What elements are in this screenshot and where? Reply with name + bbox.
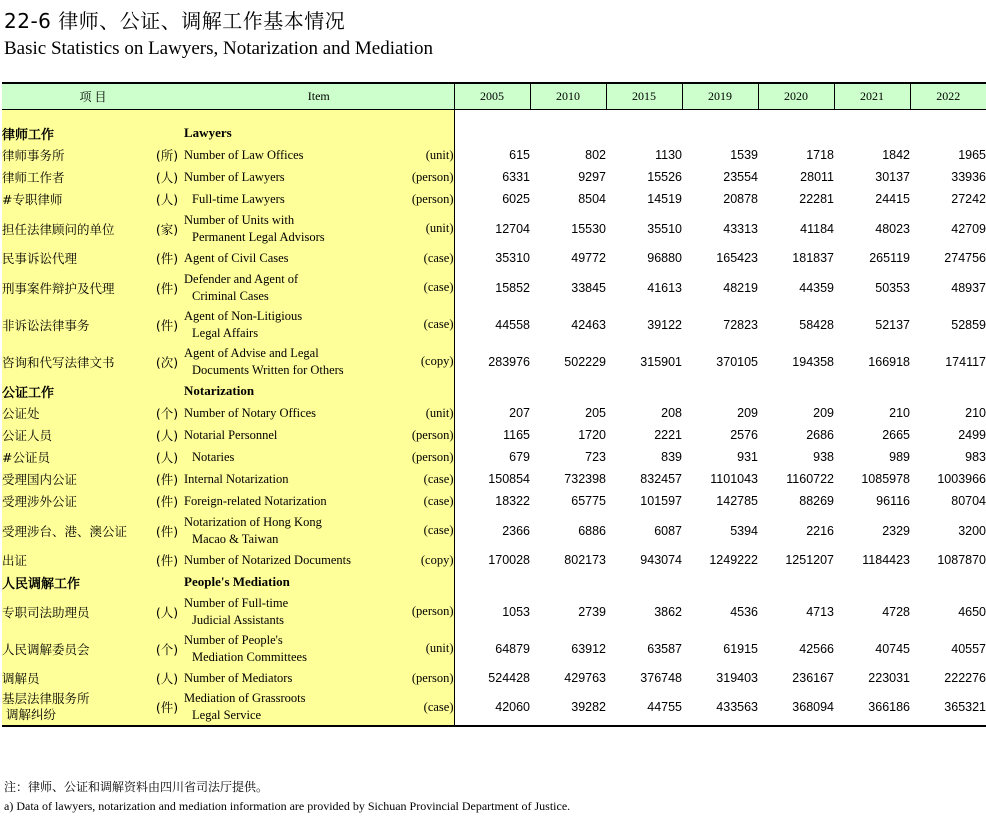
unit-en: (case) (402, 490, 454, 512)
unit-cn: (件) (150, 689, 184, 726)
value-cell: 40745 (875, 641, 911, 656)
table-row (2, 343, 986, 380)
item-name-en-line: Number of Full-time (184, 595, 289, 610)
item-name-cn: 非诉讼法律事务 (2, 306, 150, 343)
value-cell: 23554 (723, 170, 759, 184)
value-cell: 49772 (571, 251, 607, 265)
value-cell: 4536 (730, 604, 759, 619)
item-name-cn: 受理涉外公证 (2, 490, 150, 512)
item-name-en (184, 247, 402, 269)
unit-cn: (人) (150, 188, 184, 210)
value-cell: 2686 (806, 428, 835, 442)
value-cell: 502229 (564, 354, 607, 369)
item-name-cn: #专职律师 (2, 188, 150, 210)
table-row (2, 630, 986, 667)
value-cell: 33936 (951, 170, 986, 184)
value-cell: 1160722 (786, 472, 835, 486)
item-name-en-line: Judicial Assistants (192, 612, 285, 627)
value-cell: 429763 (564, 671, 607, 685)
value-cell: 209 (813, 406, 835, 420)
value-cell: 376748 (640, 671, 683, 685)
value-cell: 1184423 (862, 553, 911, 567)
value-cell: 44558 (495, 317, 531, 332)
item-name-en-line: Notarial Personnel (184, 427, 278, 442)
header-item-en: Item (184, 83, 454, 110)
value-cell: 63912 (571, 641, 607, 656)
value-cell: 20878 (723, 192, 759, 206)
value-cell: 1718 (806, 148, 835, 162)
value-cell: 170028 (488, 553, 531, 567)
table-row (2, 144, 986, 166)
item-name-en (184, 446, 402, 468)
item-name-en-line: Macao & Taiwan (192, 531, 279, 546)
value-cell: 24415 (875, 192, 911, 206)
section-title-cn: 人民调解工作 (2, 571, 184, 593)
statistics-table (2, 82, 986, 727)
item-name-en (184, 210, 402, 247)
unit-en (402, 380, 454, 402)
item-name-cn: 刑事案件辩护及代理 (2, 269, 150, 306)
table-row (2, 446, 986, 468)
item-name-en (184, 269, 402, 306)
value-cell: 2665 (882, 428, 911, 442)
section-title-en: Notarization (184, 380, 402, 402)
item-name-en (184, 166, 402, 188)
table-title-en: Basic Statistics on Lawyers, Notarization and Mediation (4, 38, 433, 59)
value-cell: 433563 (682, 689, 758, 726)
item-name-cn: 人民调解委员会 (2, 630, 150, 667)
value-cell: 72823 (723, 317, 759, 332)
value-cell: 39282 (530, 689, 606, 726)
value-cell: 723 (585, 450, 607, 464)
value-cell: 236167 (792, 671, 835, 685)
value-cell: 983 (965, 450, 986, 464)
header-year: 2020 (758, 83, 834, 110)
value-cell: 42060 (454, 689, 530, 726)
table-title-cn: 22-6 律师、公证、调解工作基本情况 (4, 9, 346, 33)
value-cell: 1003966 (937, 472, 986, 486)
item-name-cn: 出证 (2, 549, 150, 571)
header-year: 2015 (606, 83, 682, 110)
unit-en: (unit) (402, 210, 454, 247)
value-cell: 366186 (834, 689, 910, 726)
table-row (2, 210, 986, 247)
item-name-en-line: Defender and Agent of (184, 271, 299, 286)
value-cell: 989 (889, 450, 911, 464)
value-cell: 1251207 (785, 553, 835, 567)
value-cell: 2576 (730, 428, 759, 442)
value-cell: 65775 (571, 494, 607, 508)
value-cell: 365321 (910, 689, 986, 726)
value-cell: 27242 (951, 192, 986, 206)
item-name-en-line: Agent of Advise and Legal (184, 345, 319, 360)
value-cell: 8504 (578, 192, 607, 206)
table-row (2, 468, 986, 490)
value-cell: 1842 (882, 148, 911, 162)
item-name-en-line: Notarization of Hong Kong (184, 514, 322, 529)
value-cell: 64879 (495, 641, 531, 656)
value-cell: 35510 (647, 221, 683, 236)
value-cell: 96880 (647, 251, 683, 265)
value-cell: 41613 (647, 280, 683, 295)
value-cell: 832457 (640, 472, 683, 486)
unit-en: (case) (402, 247, 454, 269)
value-cell: 2329 (882, 523, 911, 538)
value-cell: 43313 (723, 221, 759, 236)
item-name-en (184, 188, 402, 210)
item-name-cn: 律师事务所 (2, 144, 150, 166)
value-cell: 283976 (488, 354, 531, 369)
value-cell: 1130 (655, 148, 683, 162)
section-row (2, 380, 986, 402)
table-row (2, 424, 986, 446)
item-name-en-line: Permanent Legal Advisors (192, 229, 325, 244)
table-row (2, 549, 986, 571)
value-cell: 15530 (571, 221, 607, 236)
value-cell: 615 (509, 148, 531, 162)
item-name-en-line: Number of Units with (184, 212, 295, 227)
value-cell: 165423 (716, 251, 759, 265)
unit-cn: (人) (150, 593, 184, 630)
value-cell: 209 (737, 406, 759, 420)
table-row (2, 512, 986, 549)
value-cell: 943074 (640, 553, 683, 567)
value-cell: 274756 (944, 251, 986, 265)
unit-cn: (人) (150, 667, 184, 689)
header-year: 2005 (454, 83, 530, 110)
values-empty (454, 122, 986, 144)
value-cell: 101597 (640, 494, 683, 508)
value-cell: 207 (509, 406, 531, 420)
value-cell: 41184 (800, 221, 835, 236)
unit-en: (person) (402, 667, 454, 689)
item-name-en (184, 630, 402, 667)
item-name-cn: 受理涉台、港、澳公证 (2, 512, 150, 549)
item-name-cn: 担任法律顾问的单位 (2, 210, 150, 247)
value-cell: 174117 (945, 354, 986, 369)
item-name-en (184, 343, 402, 380)
footnote-en: a) Data of lawyers, notarization and mediation information are provided by Sichuan Provincial Department of Justice. (4, 799, 571, 813)
value-cell: 315901 (640, 354, 683, 369)
value-cell: 2366 (502, 523, 531, 538)
value-cell: 210 (965, 406, 986, 420)
item-name-en (184, 306, 402, 343)
value-cell: 52859 (951, 317, 986, 332)
value-cell: 150854 (488, 472, 531, 486)
value-cell: 48219 (723, 280, 759, 295)
value-cell: 931 (737, 450, 759, 464)
value-cell: 1720 (578, 428, 607, 442)
value-cell: 50353 (875, 280, 911, 295)
unit-en: (person) (402, 424, 454, 446)
unit-cn: (人) (150, 424, 184, 446)
item-name-en-line: Full-time Lawyers (192, 191, 285, 206)
value-cell: 210 (889, 406, 911, 420)
value-cell: 6025 (502, 192, 531, 206)
value-cell: 14519 (647, 192, 683, 206)
value-cell: 4713 (806, 604, 835, 619)
value-cell: 1053 (502, 604, 531, 619)
value-cell: 839 (661, 450, 683, 464)
value-cell: 1085978 (861, 472, 911, 486)
section-title-en: Lawyers (184, 122, 402, 144)
value-cell: 1087870 (937, 553, 986, 567)
item-name-en-line: Internal Notarization (184, 471, 289, 486)
table-row (2, 269, 986, 306)
unit-en: (case) (402, 269, 454, 306)
value-cell: 63587 (647, 641, 683, 656)
value-cell: 222276 (944, 671, 986, 685)
value-cell: 524428 (488, 671, 531, 685)
value-cell: 28011 (800, 170, 835, 184)
unit-en (402, 571, 454, 593)
item-name-en-line: Number of Lawyers (184, 169, 285, 184)
value-cell: 2499 (958, 428, 986, 442)
table-row (2, 402, 986, 424)
section-title-en: People's Mediation (184, 571, 402, 593)
value-cell: 15852 (495, 280, 531, 295)
section-row (2, 122, 986, 144)
value-cell: 39122 (647, 317, 683, 332)
value-cell: 679 (509, 450, 531, 464)
value-cell: 44359 (799, 280, 835, 295)
item-name-en-line: Foreign-related Notarization (184, 493, 327, 508)
value-cell: 319403 (716, 671, 759, 685)
value-cell: 18322 (495, 494, 531, 508)
value-cell: 368094 (758, 689, 834, 726)
value-cell: 194358 (792, 354, 835, 369)
unit-cn: (家) (150, 210, 184, 247)
value-cell: 802173 (564, 553, 607, 567)
value-cell: 938 (813, 450, 835, 464)
value-cell: 4650 (958, 604, 986, 619)
unit-cn: (所) (150, 144, 184, 166)
value-cell: 61915 (723, 641, 759, 656)
item-name-en (184, 512, 402, 549)
item-name-en-line: Agent of Non-Litigious (184, 308, 303, 323)
item-name-en-line: Number of Mediators (184, 670, 293, 685)
header-year: 2022 (910, 83, 986, 110)
item-name-en-line: Mediation of Grassroots (184, 691, 306, 705)
unit-cn: (件) (150, 468, 184, 490)
header-year: 2010 (530, 83, 606, 110)
value-cell: 6331 (502, 170, 531, 184)
unit-en: (person) (402, 446, 454, 468)
item-name-en (184, 490, 402, 512)
item-name-en-line: Criminal Cases (192, 288, 269, 303)
item-name-cn: #公证员 (2, 446, 150, 468)
value-cell: 58428 (799, 317, 835, 332)
unit-en: (copy) (402, 549, 454, 571)
value-cell: 15526 (647, 170, 683, 184)
header-year: 2021 (834, 83, 910, 110)
value-cell: 42566 (799, 641, 835, 656)
item-name-cn: 调解员 (2, 667, 150, 689)
unit-cn: (件) (150, 269, 184, 306)
footnote-cn: 注：律师、公证和调解资料由四川省司法厅提供。 (4, 780, 269, 794)
value-cell: 5394 (730, 523, 759, 538)
unit-en: (unit) (402, 144, 454, 166)
item-name-en-line: Mediation Committees (192, 649, 307, 664)
value-cell: 12704 (495, 221, 531, 236)
item-name-en-line: Agent of Civil Cases (184, 250, 289, 265)
value-cell: 802 (585, 148, 607, 162)
unit-en: (copy) (402, 343, 454, 380)
value-cell: 223031 (868, 671, 911, 685)
item-name-en-line: Legal Service (192, 708, 262, 722)
value-cell: 22281 (799, 192, 835, 206)
value-cell: 1165 (503, 428, 531, 442)
value-cell: 2739 (578, 604, 607, 619)
item-name-cn: 专职司法助理员 (2, 593, 150, 630)
unit-en: (person) (402, 188, 454, 210)
unit-cn: (件) (150, 512, 184, 549)
section-title-cn: 律师工作 (2, 122, 184, 144)
unit-en: (unit) (402, 402, 454, 424)
item-name-en-line: Legal Affairs (192, 325, 259, 340)
value-cell: 44755 (606, 689, 682, 726)
unit-cn: (人) (150, 446, 184, 468)
value-cell: 30137 (875, 170, 911, 184)
value-cell: 208 (661, 406, 683, 420)
table-row (2, 166, 986, 188)
value-cell: 6886 (578, 523, 607, 538)
item-name-cn: 公证处 (2, 402, 150, 424)
item-name-cn: 公证人员 (2, 424, 150, 446)
value-cell: 1539 (730, 148, 759, 162)
header-row (2, 83, 986, 110)
value-cell: 35310 (495, 251, 531, 265)
table-row (2, 247, 986, 269)
unit-en: (person) (402, 593, 454, 630)
item-name-en (184, 549, 402, 571)
unit-cn: (件) (150, 490, 184, 512)
unit-en: (unit) (402, 630, 454, 667)
item-name-en-line: Number of Notary Offices (184, 405, 317, 420)
value-cell: 3862 (654, 604, 683, 619)
table-row (2, 188, 986, 210)
item-name-en (184, 424, 402, 446)
value-cell: 370105 (716, 354, 759, 369)
item-name-en-line: Notaries (192, 449, 235, 464)
value-cell: 1965 (958, 148, 986, 162)
unit-en: (person) (402, 166, 454, 188)
item-name-cn: 咨询和代写法律文书 (2, 343, 150, 380)
unit-cn: (个) (150, 630, 184, 667)
item-name-en-line: Number of People's (184, 632, 283, 647)
item-name-en (184, 667, 402, 689)
value-cell: 2221 (654, 428, 683, 442)
value-cell: 88269 (799, 494, 835, 508)
table-row (2, 667, 986, 689)
section-row (2, 571, 986, 593)
value-cell: 205 (585, 406, 607, 420)
header-year: 2019 (682, 83, 758, 110)
item-name-en-line: Number of Law Offices (184, 147, 304, 162)
item-name-en (184, 144, 402, 166)
item-name-en-line: Documents Written for Others (192, 362, 344, 377)
unit-en: (case) (402, 306, 454, 343)
unit-en: (case) (402, 468, 454, 490)
values-empty (454, 571, 986, 593)
item-name-en (184, 689, 402, 726)
values-empty (454, 380, 986, 402)
unit-en: (case) (402, 512, 454, 549)
table-row (2, 306, 986, 343)
value-cell: 142785 (716, 494, 759, 508)
value-cell: 40557 (951, 641, 986, 656)
table-row (2, 490, 986, 512)
spacer-row (2, 110, 986, 123)
value-cell: 48937 (951, 280, 986, 295)
item-name-en (184, 468, 402, 490)
item-name-en (184, 593, 402, 630)
value-cell: 42709 (951, 221, 986, 236)
value-cell: 33845 (571, 280, 607, 295)
value-cell: 6087 (654, 523, 683, 538)
header-item-cn: 项 目 (2, 83, 184, 110)
value-cell: 96116 (876, 494, 911, 508)
value-cell: 48023 (875, 221, 911, 236)
value-cell: 80704 (951, 494, 986, 508)
value-cell: 732398 (564, 472, 607, 486)
table-body (2, 110, 986, 727)
item-name-en-line: Number of Notarized Documents (184, 552, 351, 567)
unit-en (402, 122, 454, 144)
section-title-cn: 公证工作 (2, 380, 184, 402)
item-name-cn: 基层法律服务所 调解纠纷 (2, 689, 150, 726)
unit-cn: (个) (150, 402, 184, 424)
value-cell: 9297 (578, 170, 607, 184)
value-cell: 2216 (806, 523, 835, 538)
value-cell: 166918 (868, 354, 911, 369)
value-cell: 52137 (875, 317, 911, 332)
table-row (2, 593, 986, 630)
value-cell: 1249222 (709, 553, 759, 567)
value-cell: 42463 (571, 317, 607, 332)
unit-en: (case) (402, 689, 454, 726)
unit-cn: (件) (150, 549, 184, 571)
unit-cn: (人) (150, 166, 184, 188)
value-cell: 4728 (882, 604, 911, 619)
value-cell: 181837 (792, 251, 835, 265)
item-name-cn: 律师工作者 (2, 166, 150, 188)
value-cell: 265119 (869, 251, 911, 265)
item-name-en (184, 402, 402, 424)
value-cell: 1101043 (710, 472, 759, 486)
value-cell: 3200 (958, 523, 986, 538)
item-name-cn: 受理国内公证 (2, 468, 150, 490)
item-name-cn: 民事诉讼代理 (2, 247, 150, 269)
unit-cn: (次) (150, 343, 184, 380)
table-row (2, 689, 986, 726)
unit-cn: (件) (150, 306, 184, 343)
unit-cn: (件) (150, 247, 184, 269)
